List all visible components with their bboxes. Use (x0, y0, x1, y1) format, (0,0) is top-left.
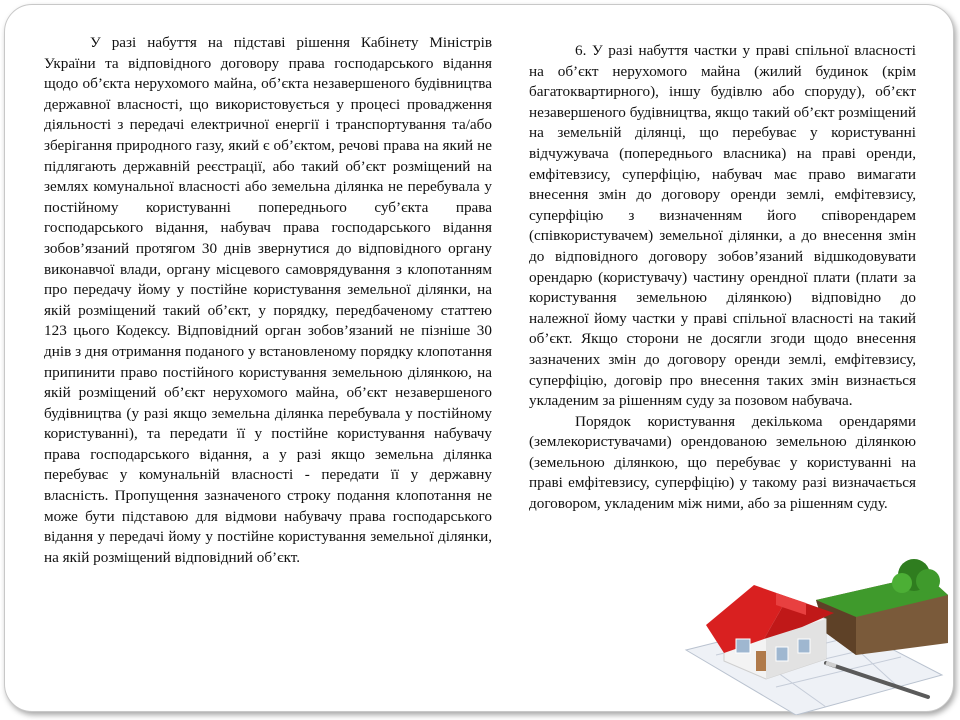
left-text-column (44, 33, 492, 568)
paragraph: Порядок користування декількома орендарями (землекористувачами) орендованою земельною ділянкою (земельною ділянкою, що перебуває у користуванні на праві емфітевзису, суперфіцію) у такому разі визначається договором, укладеним між ними, або за рішенням суду. (529, 412, 916, 513)
paragraph: 6. У разі набуття частки у праві спільної власності на об’єкт нерухомого майна (жилий будинок (крім багатоквартирного), іншу будівлю або споруду), об’єкт незавершеного будівництва, якщо такий об’єкт розміщений на земельній ділянці, що перебуває у користуванні відчужувача (попереднього власника) на праві оренди, емфітевзису, суперфіцію, набувач має право вимагати внесення змін до договору оренди землі, емфітевзису, суперфіцію з визначенням його співорендарем (співкористувачем) земельної ділянки, а до внесення змін до відповідного договору зобов’язаний відшкодовувати орендарю (користувачу) частину орендної плати (плати за користування земельною ділянкою) відповідно до належної йому частки у праві спільної власності на такий об’єкт. Якщо сторони не досягли згоди щодо внесення зазначених змін до договору оренди землі, емфітевзису, суперфіцію, договір про внесення таких змін визнається укладеним за рішенням суду за позовом набувача. (529, 42, 916, 410)
right-text-column (529, 41, 916, 515)
house-on-land-plan-icon (676, 555, 952, 715)
paragraph: У разі набуття на підставі рішення Кабінету Міністрів України та відповідного договору права господарського відання щодо об’єкта нерухомого майна, об’єкта незавершеного будівництва державної власності, що використовується у процесі провадження діяльності з передачі електричної енергії і транспортування та/або зберігання природного газу, який є об’єктом, речові права на який не підлягають державній реєстрації, або такий об’єкт розміщений на землях комунальної власності або земельна ділянка не перебувала у постійному користуванні попереднього суб’єкта права господарського відання, набувач права господарського відання зобов’язаний протягом 30 днів звернутися до відповідного органу виконавчої влади, органу місцевого самоврядування з клопотанням про передачу йому у постійне користування земельної ділянки, на якій розміщений такий об’єкт, у порядку, передбаченому статтею 123 цього Кодексу. Відповідний орган зобов’язаний не пізніше 30 днів з дня отримання поданого у встановленому порядку клопотання припинити право постійного користування земельною ділянкою, на якій розміщений об’єкт нерухомого майна, об’єкт незавершеного будівництва (у разі якщо земельна ділянка перебувала у постійному користуванні), та передати її у постійне користування набувачу права господарського відання, а у разі якщо земельна ділянка перебуває у комунальній власності - передати її у державну власність. Пропущення зазначеного строку подання клопотання не може бути підставою для відмови набувачу права господарського відання у передачі йому у постійне користування земельної ділянки, на якій розміщений відповідний об’єкт. (44, 34, 492, 566)
